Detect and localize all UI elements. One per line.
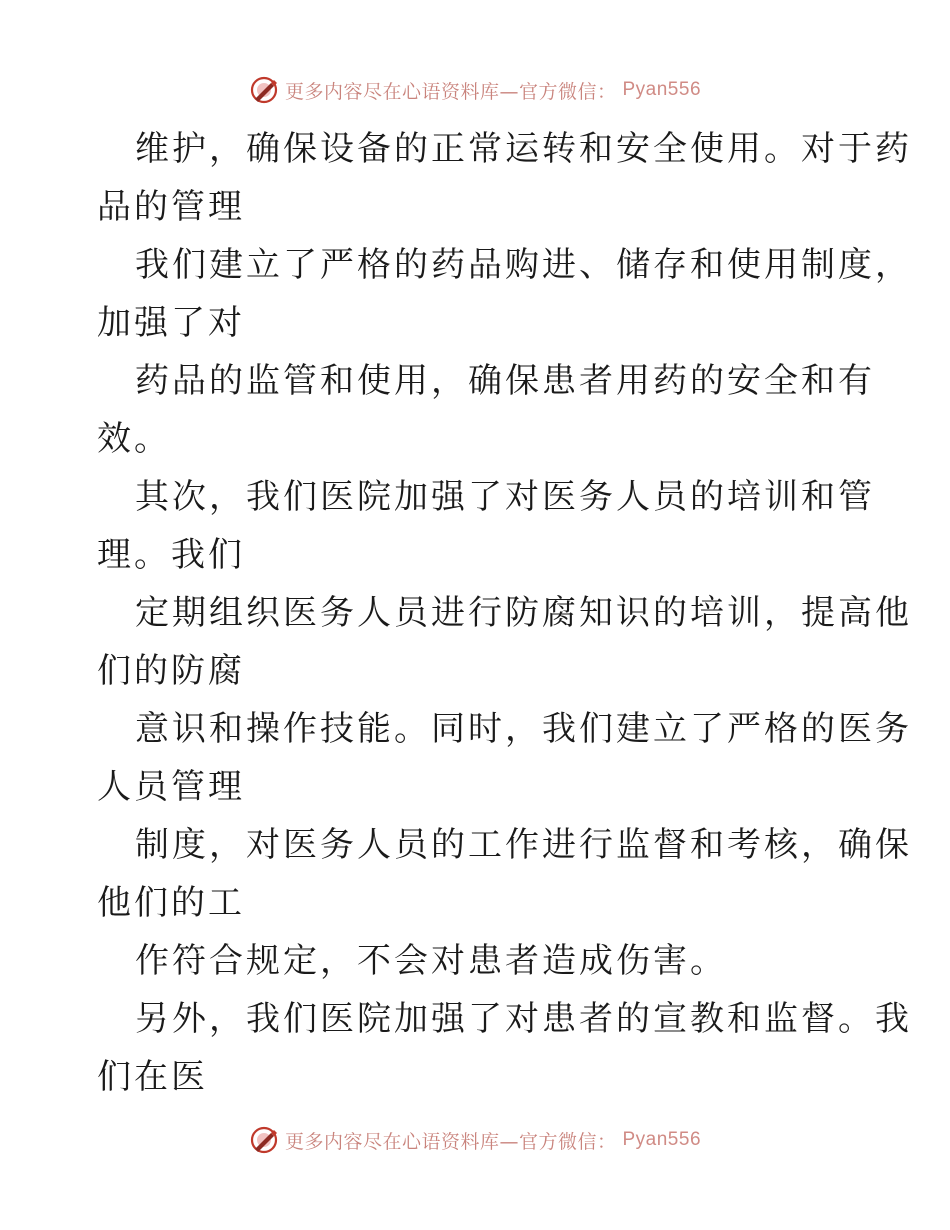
body-line: 定期组织医务人员进行防腐知识的培训，提高他 bbox=[135, 593, 912, 633]
body-line: 品的管理 bbox=[97, 187, 245, 227]
body-line: 加强了对 bbox=[97, 303, 245, 343]
body-line: 意识和操作技能。同时，我们建立了严格的医务 bbox=[135, 709, 912, 749]
pen-circle-logo-icon bbox=[249, 1125, 279, 1155]
body-line: 作符合规定，不会对患者造成伤害。 bbox=[135, 941, 727, 981]
body-line: 理。我们 bbox=[97, 535, 245, 575]
body-line: 药品的监管和使用，确保患者用药的安全和有 bbox=[135, 361, 875, 401]
body-line: 们的防腐 bbox=[97, 651, 245, 691]
header-wechat-id: Pyan556 bbox=[622, 79, 702, 100]
document-body bbox=[97, 120, 912, 1106]
pen-circle-logo-icon bbox=[249, 75, 279, 105]
body-line: 维护，确保设备的正常运转和安全使用。对于药 bbox=[135, 129, 912, 169]
body-line: 人员管理 bbox=[97, 767, 245, 807]
body-line: 我们建立了严格的药品购进、储存和使用制度， bbox=[135, 245, 912, 285]
body-line: 制度，对医务人员的工作进行监督和考核，确保 bbox=[135, 825, 912, 865]
header-banner bbox=[0, 70, 950, 110]
body-line: 们在医 bbox=[97, 1057, 208, 1097]
body-line: 其次，我们医院加强了对医务人员的培训和管 bbox=[135, 477, 875, 517]
body-line: 他们的工 bbox=[97, 883, 245, 923]
body-line: 另外，我们医院加强了对患者的宣教和监督。我 bbox=[135, 999, 912, 1039]
footer-site-text: 更多内容尽在心语资料库—官方微信： bbox=[284, 1130, 617, 1153]
header-site-text: 更多内容尽在心语资料库—官方微信： bbox=[284, 80, 617, 103]
footer-banner bbox=[0, 1120, 950, 1160]
body-line: 效。 bbox=[97, 419, 171, 459]
footer-wechat-id: Pyan556 bbox=[622, 1129, 702, 1150]
